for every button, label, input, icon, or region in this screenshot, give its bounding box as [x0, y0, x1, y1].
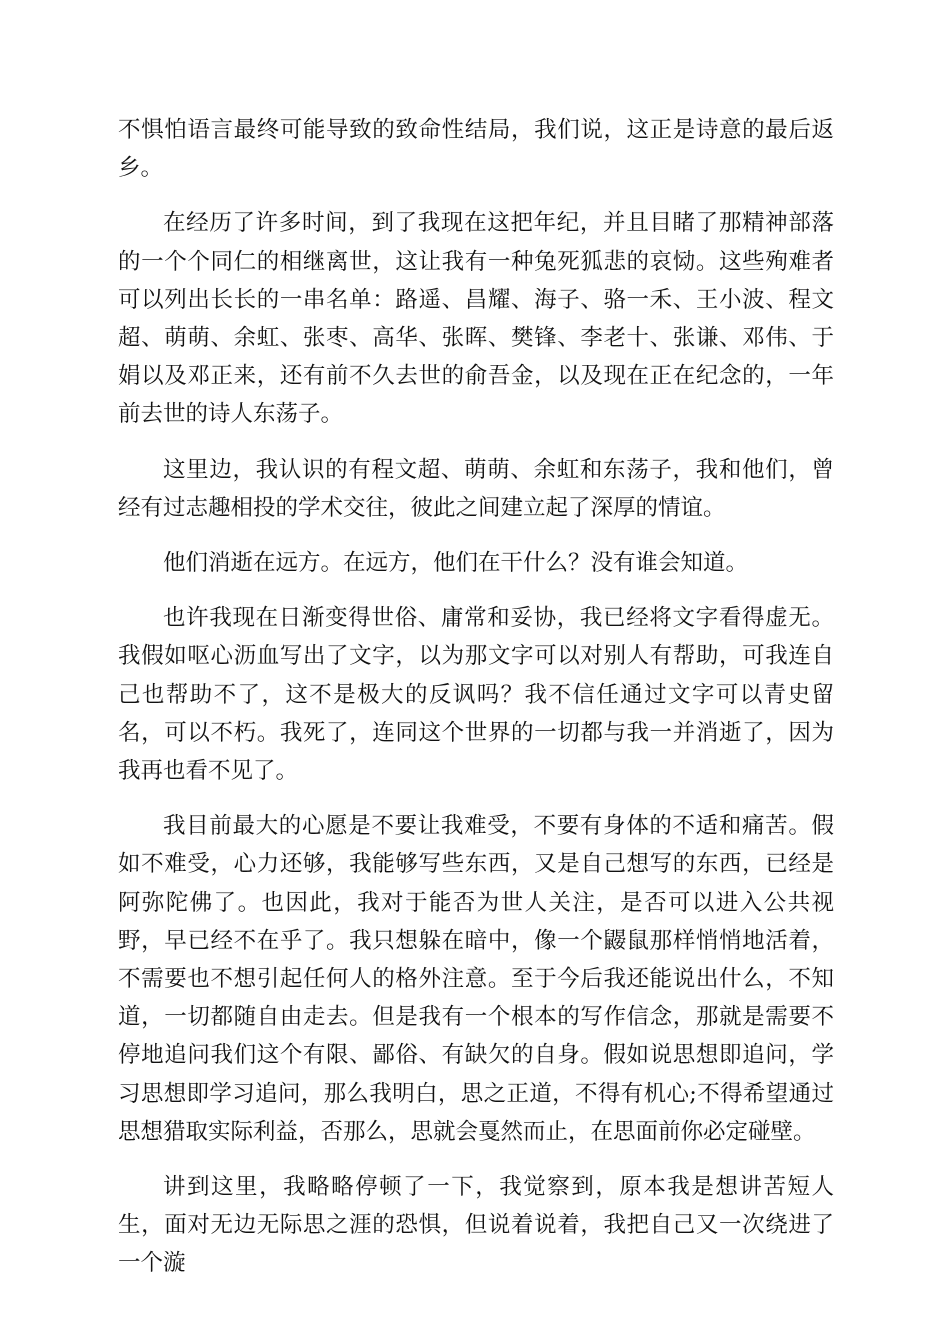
paragraph: 也许我现在日渐变得世俗、庸常和妥协，我已经将文字看得虚无。我假如呕心沥血写出了文字，以为那文字可以对别人有帮助，可我连自己也帮助不了，这不是极大的反讽吗？我不信任通过文字可以青史留名，可以不朽。我死了，连同这个世界的一切都与我一并消逝了，因为我再也看不见了。 — [118, 605, 834, 785]
paragraph: 不惧怕语言最终可能导致的致命性结局，我们说，这正是诗意的最后返乡。 — [118, 117, 834, 182]
body-text — [118, 111, 834, 1300]
paragraph: 讲到这里，我略略停顿了一下，我觉察到，原本我是想讲苦短人生，面对无边无际思之涯的恐惧，但说着说着，我把自己又一次绕进了一个漩 — [118, 1174, 834, 1277]
paragraph: 在经历了许多时间，到了我现在这把年纪，并且目睹了那精神部落的一个个同仁的相继离世，这让我有一种兔死狐悲的哀恸。这些殉难者可以列出长长的一串名单：路遥、昌耀、海子、骆一禾、王小波、程文超、萌萌、余虹、张枣、高华、张晖、樊锋、李老十、张谦、邓伟、于娟以及邓正来，还有前不久去世的俞吾金，以及现在正在纪念的，一年前去世的诗人东荡子。 — [118, 210, 834, 428]
paragraph: 这里边，我认识的有程文超、萌萌、余虹和东荡子，我和他们，曾经有过志趣相投的学术交往，彼此之间建立起了深厚的情谊。 — [118, 456, 834, 521]
paragraph: 他们消逝在远方。在远方，他们在干什么？没有谁会知道。 — [163, 550, 749, 577]
paragraph: 我目前最大的心愿是不要让我难受，不要有身体的不适和痛苦。假如不难受，心力还够，我能够写些东西，又是自己想写的东西，已经是阿弥陀佛了。也因此，我对于能否为世人关注，是否可以进入公共视野，早已经不在乎了。我只想躲在暗中，像一个鼹鼠那样悄悄地活着，不需要也不想引起任何人的格外注意。至于今后我还能说出什么，不知道，一切都随自由走去。但是我有一个根本的写作信念，那就是需要不停地追问我们这个有限、鄙俗、有缺欠的自身。假如说思想即追问，学习思想即学习追问，那么我明白，思之正道，不得有机心;不得希望通过思想猎取实际利益，否那么，思就会戛然而止，在思面前你必定碰壁。 — [118, 813, 834, 1145]
